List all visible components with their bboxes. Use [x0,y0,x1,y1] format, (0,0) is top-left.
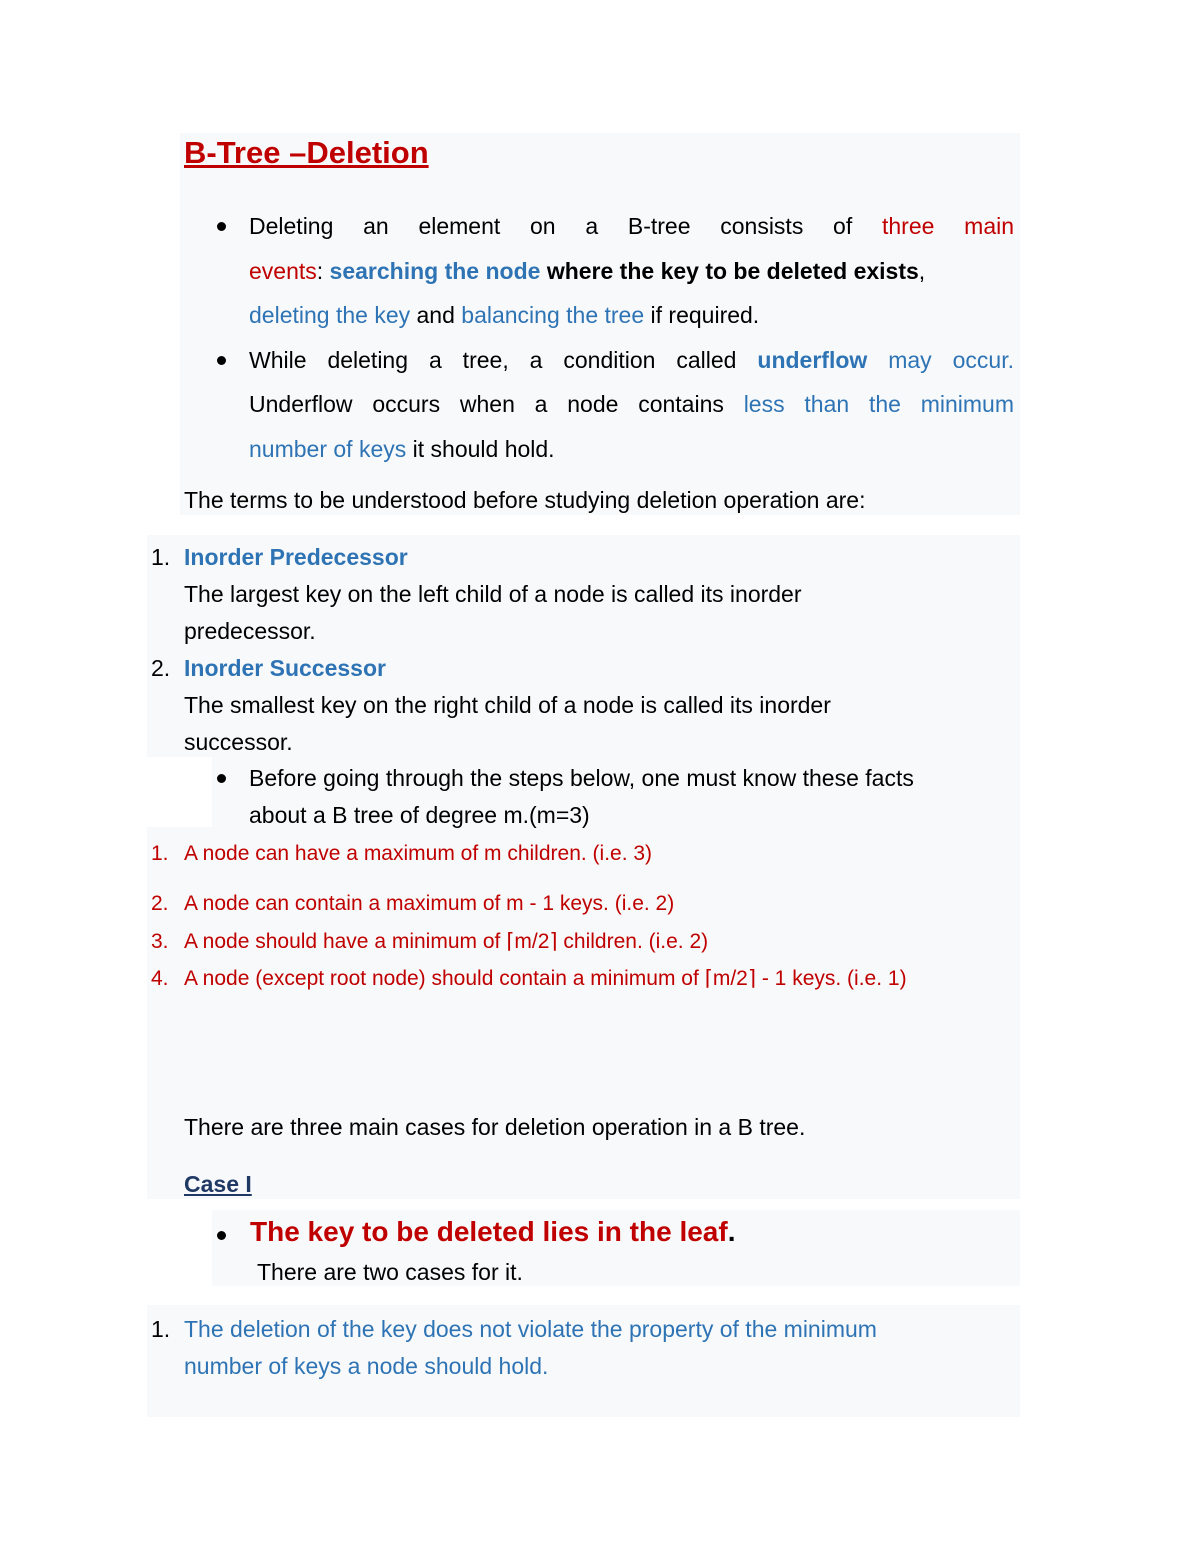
page-title: B-Tree –Deletion [184,135,429,170]
shade-facts [147,827,1020,1199]
fact-1-number: 1. [151,842,169,865]
case-1-item-line-1: The deletion of the key does not violate the property of the minimum [184,1316,877,1342]
intro-bullet-1-line-2: events: searching the node where the key to be deleted exists, [249,258,926,284]
facts-bullet-line-2: about a B tree of degree m.(m=3) [249,802,590,828]
fact-1-text: A node can have a maximum of m children. (i.e. 3) [184,842,653,865]
fact-3-number: 3. [151,930,169,953]
case-1-item-number: 1. [151,1316,171,1342]
bullet-dot-4 [217,1231,226,1240]
term-1-heading: Inorder Predecessor [184,544,408,570]
intro-bullet-2-line-3: number of keys it should hold. [249,436,555,462]
terms-intro: The terms to be understood before studying deletion operation are: [184,487,866,513]
bullet-dot-3 [217,774,226,783]
case-1-item-line-2: number of keys a node should hold. [184,1353,549,1379]
case-1-heading: Case I [184,1171,252,1197]
case-1-sub: There are two cases for it. [257,1259,523,1285]
term-2-number: 2. [151,655,171,681]
fact-2-number: 2. [151,892,169,915]
term-1-number: 1. [151,544,171,570]
bullet-dot-2 [217,356,226,365]
term-2-heading: Inorder Successor [184,655,386,681]
facts-bullet-line-1: Before going through the steps below, one must know these facts [249,765,914,791]
term-1-line-2: predecessor. [184,618,316,644]
fact-2-text: A node can contain a maximum of m - 1 keys. (i.e. 2) [184,892,675,915]
term-2-line-2: successor. [184,729,293,755]
term-1-line-1: The largest key on the left child of a node is called its inorder [184,581,802,607]
bullet-dot-1 [217,222,226,231]
fact-4-text: A node (except root node) should contain a minimum of ⌈m/2⌉ - 1 keys. (i.e. 1) [184,967,907,990]
fact-3-text: A node should have a minimum of ⌈m/2⌉ children. (i.e. 2) [184,930,709,953]
intro-bullet-2-line-1: While deleting a tree, a condition called underflow may occur. [249,347,1014,373]
intro-bullet-1-line-1: Deleting an element on a B-tree consists of three main [249,213,1015,239]
cases-intro: There are three main cases for deletion operation in a B tree. [184,1114,806,1140]
intro-bullet-1-line-3: deleting the key and balancing the tree if required. [249,302,760,328]
case-1-bullet: The key to be deleted lies in the leaf. [250,1216,736,1247]
intro-bullet-2-line-2: Underflow occurs when a node contains less than the minimum [249,391,1014,417]
fact-4-number: 4. [151,967,169,990]
term-2-line-1: The smallest key on the right child of a node is called its inorder [184,692,831,718]
